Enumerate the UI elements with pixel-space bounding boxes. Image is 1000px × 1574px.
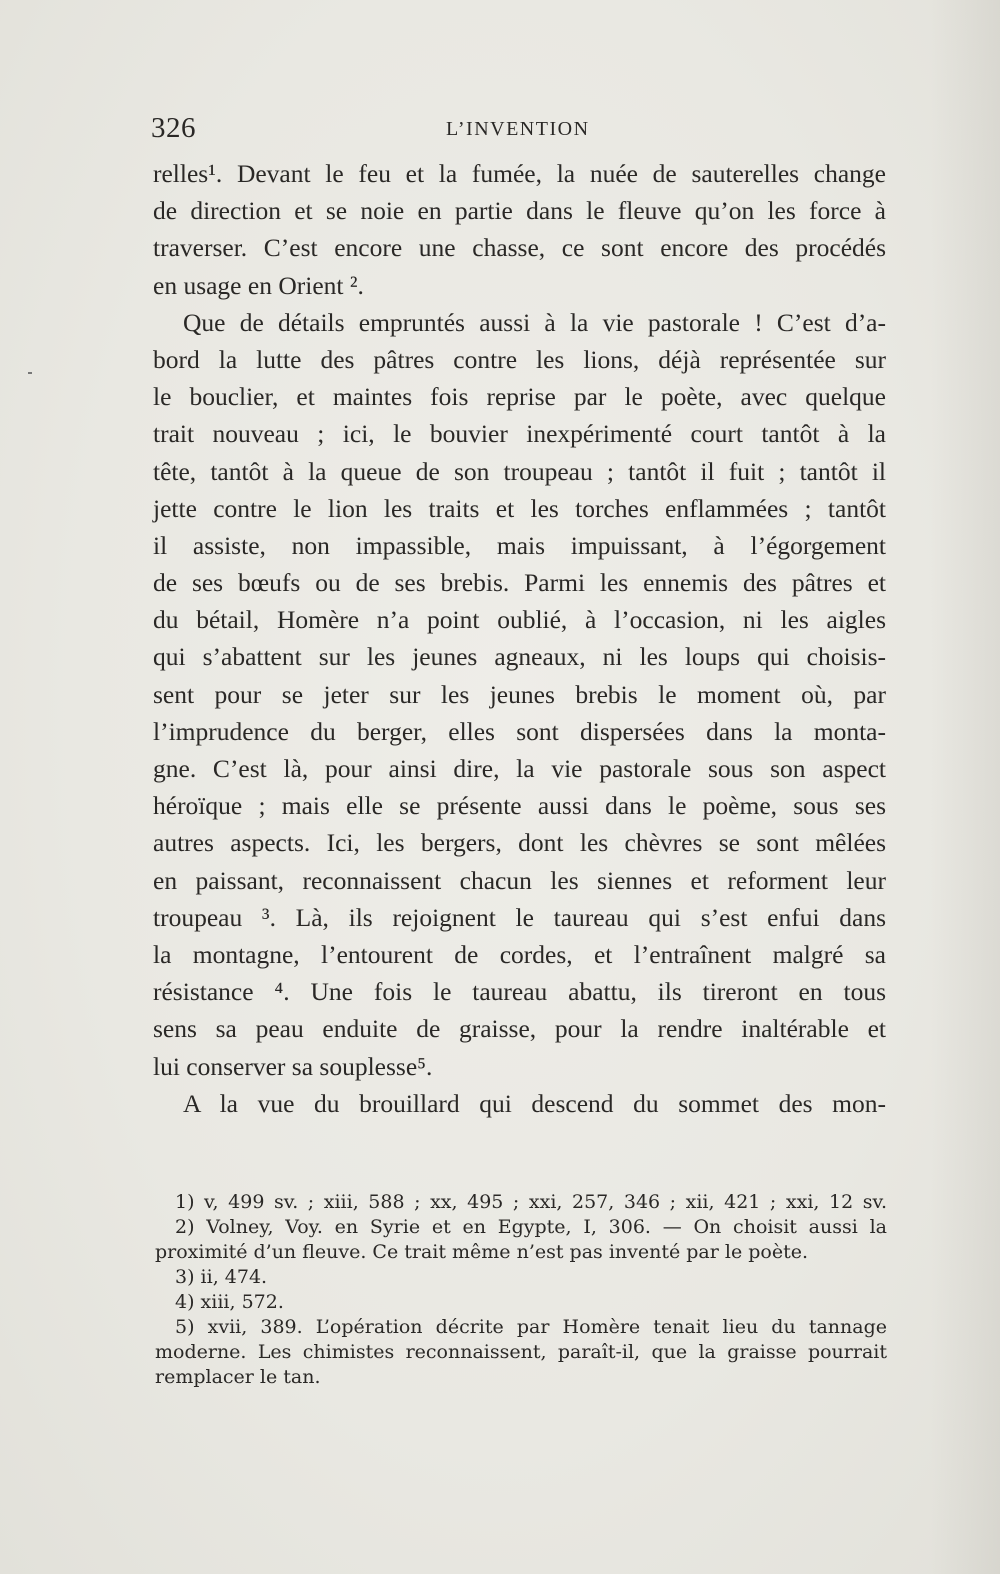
text-line: il assiste, non impassible, mais impuissant, à l’égorgement [153,530,886,560]
page-edge-shadow [930,0,1000,1574]
body-text [153,155,886,1122]
footnote-line: 3) ii, 474. [175,1266,268,1288]
text-line: qui s’abattent sur les jeunes agneaux, ni les loups qui choisis- [153,642,886,672]
footnote-line: 5) xvii, 389. L’opération décrite par Homère tenait lieu du tannage [175,1316,887,1338]
text-line: tête, tantôt à la queue de son troupeau ; tantôt il fuit ; tantôt il [153,456,886,486]
text-line: traverser. C’est encore une chasse, ce sont encore des procédés [153,233,886,263]
footnote-line: 2) Volney, Voy. en Syrie et en Egypte, I, 306. — On choisit aussi la [175,1216,887,1238]
text-line: de direction et se noie en partie dans le fleuve qu’on les force à [153,196,886,226]
text-line: trait nouveau ; ici, le bouvier inexpérimenté court tantôt à la [153,419,886,449]
page-number: 326 [151,112,196,144]
footnotes [155,1190,887,1390]
footnote-line: 1) v, 499 sv. ; xiii, 588 ; xx, 495 ; xxi, 257, 346 ; xii, 421 ; xxi, 12 sv. [175,1191,887,1213]
text-line: en usage en Orient ². [153,270,364,300]
text-line: jette contre le lion les traits et les torches enflammées ; tantôt [153,493,886,523]
text-line: héroïque ; mais elle se présente aussi dans le poème, sous ses [153,791,886,821]
running-head: L’INVENTION [446,118,590,140]
text-line: bord la lutte des pâtres contre les lions, déjà représentée sur [153,344,886,374]
footnote-line: moderne. Les chimistes reconnaissent, paraît-il, que la graisse pourrait [155,1341,887,1363]
text-line: lui conserver sa souplesse⁵. [153,1051,433,1081]
text-line: en paissant, reconnaissent chacun les siennes et reforment leur [153,865,886,895]
footnote-line: remplacer le tan. [155,1366,321,1388]
text-line: A la vue du brouillard qui descend du sommet des mon- [183,1088,886,1118]
text-line: sens sa peau enduite de graisse, pour la rendre inaltérable et [153,1014,886,1044]
text-line: sent pour se jeter sur les jeunes brebis le moment où, par [153,679,886,709]
text-line: le bouclier, et maintes fois reprise par le poète, avec quelque [153,382,886,412]
text-line: gne. C’est là, pour ainsi dire, la vie pastorale sous son aspect [153,754,886,783]
text-line: relles¹. Devant le feu et la fumée, la nuée de sauterelles change [153,159,886,188]
ink-speck [28,372,32,374]
page-header [151,112,884,148]
text-line: l’imprudence du berger, elles sont dispersées dans la monta- [153,716,886,746]
text-line: de ses bœufs ou de ses brebis. Parmi les ennemis des pâtres et [153,568,886,598]
text-line: la montagne, l’entourent de cordes, et l’entraînent malgré sa [153,939,886,969]
footnote-line: proximité d’un fleuve. Ce trait même n’est pas inventé par le poète. [155,1241,809,1263]
text-line: troupeau ³. Là, ils rejoignent le taureau qui s’est enfui dans [153,902,886,932]
text-line: Que de détails empruntés aussi à la vie pastorale ! C’est d’a- [183,307,886,337]
footnote-line: 4) xiii, 572. [175,1291,284,1313]
text-line: autres aspects. Ici, les bergers, dont les chèvres se sont mêlées [153,828,886,858]
text-line: du bétail, Homère n’a point oublié, à l’occasion, ni les aigles [153,605,886,635]
text-line: résistance ⁴. Une fois le taureau abattu, ils tireront en tous [153,977,886,1007]
